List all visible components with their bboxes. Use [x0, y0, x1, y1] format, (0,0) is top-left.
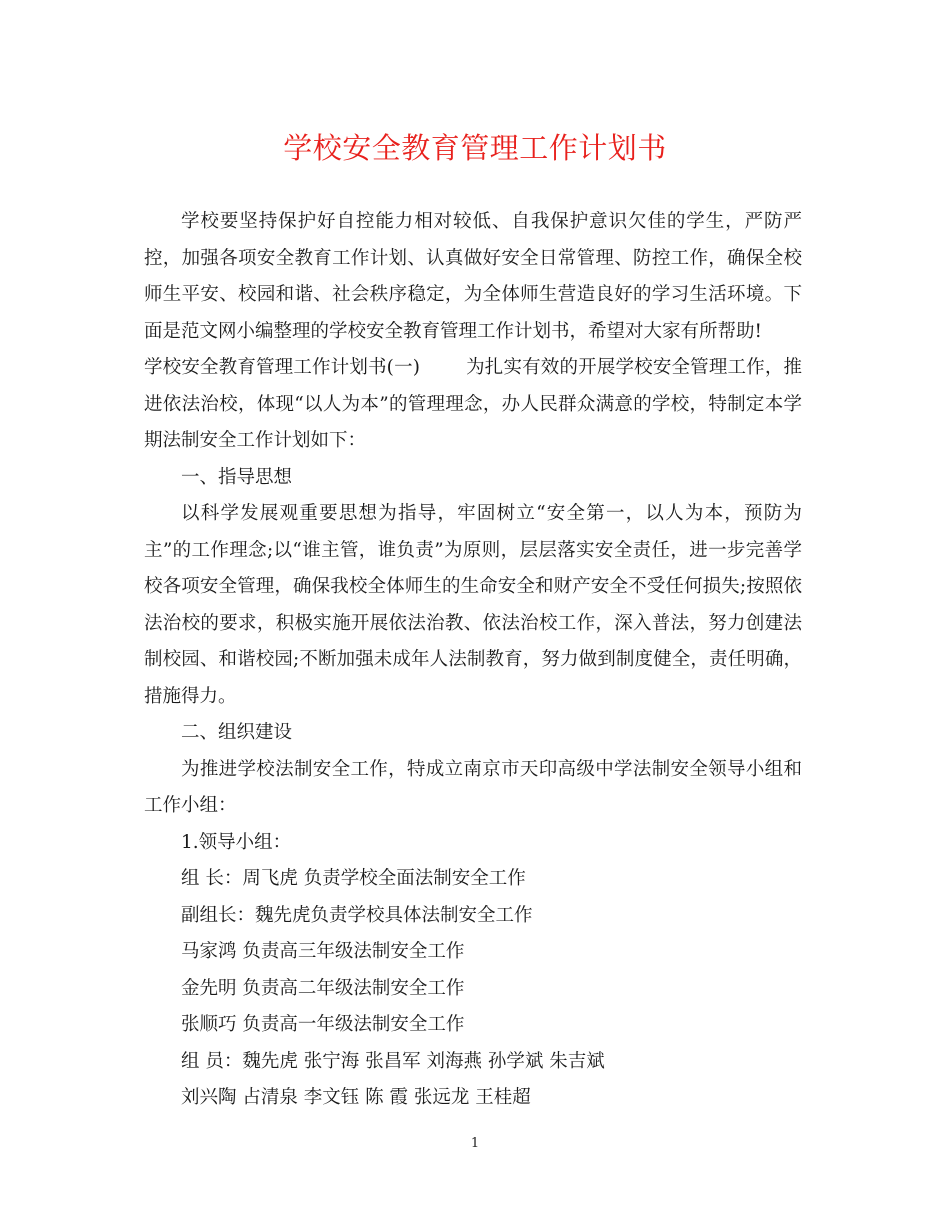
- member-line: 副组长：魏先虎负责学校具体法制安全工作: [181, 904, 533, 926]
- document-title: 学校安全教育管理工作计划书: [283, 131, 667, 165]
- section-1-heading: 一、指导思想: [181, 466, 293, 488]
- section-2-heading: 二、组织建设: [181, 722, 293, 743]
- plan-intro: 为扎实有效的开展学校安全管理工作，推进依法治校，体现“以人为本”的管理理念，办人民群众满意的学校，特制定本学期法制安全工作计划如下：: [144, 357, 802, 451]
- member-line: 组 员：魏先虎 张宁海 张昌军 刘海燕 孙学斌 朱吉斌: [181, 1050, 605, 1072]
- member-line: 刘兴陶 占清泉 李文钰 陈 霞 张远龙 王桂超: [181, 1087, 531, 1108]
- intro-paragraph: 学校要坚持保护好自控能力相对较低、自我保护意识欠佳的学生，严防严控，加强各项安全教育工作计划、认真做好安全日常管理、防控工作，确保全校师生平安、校园和谐、社会秩序稳定，为全体师生营造良好的学习生活环境。下面是范文网小编整理的学校安全教育管理工作计划书，希望对大家有所帮助!: [144, 211, 802, 342]
- group-heading: 1.领导小组：: [181, 831, 292, 853]
- member-line: 张顺巧 负责高一年级法制安全工作: [181, 1014, 465, 1035]
- member-line: 金先明 负责高二年级法制安全工作: [181, 977, 465, 999]
- page-number: 1: [470, 1136, 480, 1151]
- plan-heading: 学校安全教育管理工作计划书(一): [144, 357, 420, 378]
- section-1-body: 以科学发展观重要思想为指导，牢固树立“安全第一，以人为本，预防为主”的工作理念;以“谁主管，谁负责”为原则，层层落实安全责任，进一步完善学校各项安全管理，确保我校全体师生的生命安全和财产安全不受任何损失;按照依法治校的要求，积极实施开展依法治教、依法治校工作，深入普法，努力创建法制校园、和谐校园;不断加强未成年人法制教育，努力做到制度健全，责任明确，措施得力。: [144, 503, 802, 707]
- section-2-body: 为推进学校法制安全工作，特成立南京市天印高级中学法制安全领导小组和工作小组：: [144, 758, 802, 816]
- member-line: 马家鸿 负责高三年级法制安全工作: [181, 941, 465, 962]
- document-body: [144, 204, 802, 1117]
- member-line: 组 长：周飞虎 负责学校全面法制安全工作: [181, 868, 526, 889]
- plan-paragraph: [144, 350, 802, 460]
